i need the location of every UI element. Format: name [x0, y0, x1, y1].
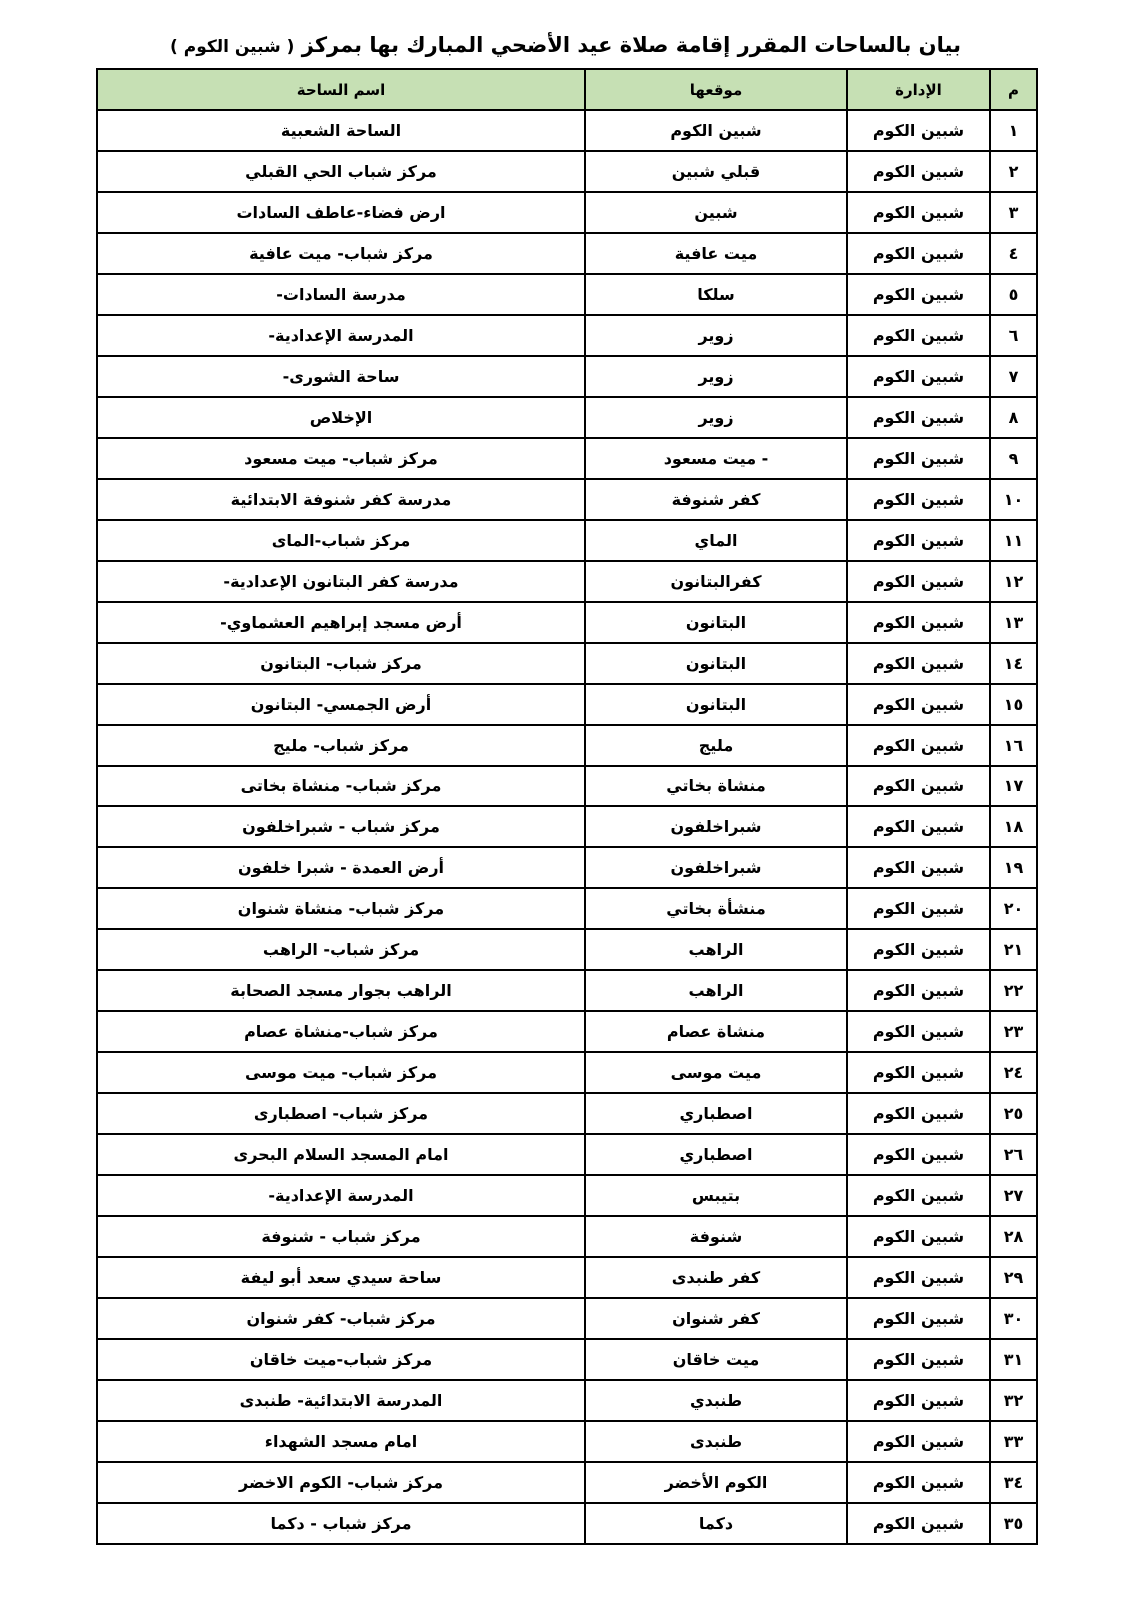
- cell-name: امام المسجد السلام البحرى: [97, 1134, 585, 1175]
- table-row: [97, 806, 1037, 847]
- cell-name: ساحة الشورى-: [97, 356, 585, 397]
- cell-admin: شبين الكوم: [847, 274, 990, 315]
- cell-location: سلكا: [585, 274, 847, 315]
- cell-admin: شبين الكوم: [847, 806, 990, 847]
- cell-num: ٨: [990, 397, 1037, 438]
- cell-admin: شبين الكوم: [847, 561, 990, 602]
- cell-admin: شبين الكوم: [847, 725, 990, 766]
- cell-name: مدرسة السادات-: [97, 274, 585, 315]
- cell-name: المدرسة الابتدائية- طنبدى: [97, 1380, 585, 1421]
- cell-name: مركز شباب-منشاة عصام: [97, 1011, 585, 1052]
- table-row: [97, 725, 1037, 766]
- cell-num: ٢٩: [990, 1257, 1037, 1298]
- cell-name: مركز شباب- ميت موسى: [97, 1052, 585, 1093]
- cell-num: ١٩: [990, 847, 1037, 888]
- cell-location: اصطباري: [585, 1093, 847, 1134]
- cell-location: البتانون: [585, 684, 847, 725]
- cell-admin: شبين الكوم: [847, 929, 990, 970]
- cell-name: مركز شباب- الراهب: [97, 929, 585, 970]
- cell-num: ٢٣: [990, 1011, 1037, 1052]
- table-row: [97, 1380, 1037, 1421]
- cell-location: ميت موسى: [585, 1052, 847, 1093]
- cell-num: ٢: [990, 151, 1037, 192]
- cell-num: ٢١: [990, 929, 1037, 970]
- header-admin: الإدارة: [847, 69, 990, 110]
- cell-num: ٢٨: [990, 1216, 1037, 1257]
- header-name: اسم الساحة: [97, 69, 585, 110]
- cell-admin: شبين الكوم: [847, 397, 990, 438]
- table-row: [97, 397, 1037, 438]
- cell-num: ٣٣: [990, 1421, 1037, 1462]
- cell-num: ٤: [990, 233, 1037, 274]
- cell-admin: شبين الكوم: [847, 1134, 990, 1175]
- cell-location: زوير: [585, 356, 847, 397]
- cell-name: مركز شباب- منشاة بخاتى: [97, 766, 585, 807]
- cell-admin: شبين الكوم: [847, 1175, 990, 1216]
- prayer-grounds-table: [96, 68, 1038, 1545]
- cell-num: ١٢: [990, 561, 1037, 602]
- cell-location: - ميت مسعود: [585, 438, 847, 479]
- cell-admin: شبين الكوم: [847, 888, 990, 929]
- cell-location: الراهب: [585, 929, 847, 970]
- table-row: [97, 561, 1037, 602]
- cell-admin: شبين الكوم: [847, 192, 990, 233]
- table-row: [97, 315, 1037, 356]
- cell-name: مركز شباب-الماى: [97, 520, 585, 561]
- cell-location: شنوفة: [585, 1216, 847, 1257]
- cell-admin: شبين الكوم: [847, 1011, 990, 1052]
- cell-admin: شبين الكوم: [847, 1421, 990, 1462]
- table-row: [97, 1093, 1037, 1134]
- cell-admin: شبين الكوم: [847, 1257, 990, 1298]
- cell-location: شبين الكوم: [585, 110, 847, 151]
- title-main: بيان بالساحات المقرر إقامة صلاة عيد الأضحي المبارك بها بمركز: [301, 33, 961, 57]
- cell-admin: شبين الكوم: [847, 438, 990, 479]
- cell-name: مركز شباب- كفر شنوان: [97, 1298, 585, 1339]
- table-row: [97, 684, 1037, 725]
- table-row: [97, 929, 1037, 970]
- cell-location: كفر شنوفة: [585, 479, 847, 520]
- cell-num: ٩: [990, 438, 1037, 479]
- cell-name: ساحة سيدي سعد أبو ليفة: [97, 1257, 585, 1298]
- table-row: [97, 1011, 1037, 1052]
- cell-name: أرض الجمسي- البتانون: [97, 684, 585, 725]
- title-center: ( شبين الكوم ): [170, 37, 295, 57]
- cell-name: مركز شباب-ميت خاقان: [97, 1339, 585, 1380]
- cell-admin: شبين الكوم: [847, 970, 990, 1011]
- cell-admin: شبين الكوم: [847, 520, 990, 561]
- table-row: [97, 602, 1037, 643]
- cell-admin: شبين الكوم: [847, 151, 990, 192]
- cell-name: الراهب بجوار مسجد الصحابة: [97, 970, 585, 1011]
- table-row: [97, 1257, 1037, 1298]
- cell-name: مدرسة كفر شنوفة الابتدائية: [97, 479, 585, 520]
- cell-num: ١١: [990, 520, 1037, 561]
- cell-location: منشأة بخاتي: [585, 888, 847, 929]
- cell-name: أرض العمدة - شبرا خلفون: [97, 847, 585, 888]
- cell-location: البتانون: [585, 602, 847, 643]
- cell-num: ٢٤: [990, 1052, 1037, 1093]
- cell-location: دكما: [585, 1503, 847, 1544]
- cell-num: ٢٠: [990, 888, 1037, 929]
- cell-name: امام مسجد الشهداء: [97, 1421, 585, 1462]
- table-row: [97, 1052, 1037, 1093]
- header-num: م: [990, 69, 1037, 110]
- cell-admin: شبين الكوم: [847, 766, 990, 807]
- cell-location: كفرالبتانون: [585, 561, 847, 602]
- cell-num: ٣٠: [990, 1298, 1037, 1339]
- document-title: [0, 28, 1131, 62]
- table-row: [97, 274, 1037, 315]
- cell-num: ٣٤: [990, 1462, 1037, 1503]
- cell-num: ٢٥: [990, 1093, 1037, 1134]
- table-row: [97, 1339, 1037, 1380]
- cell-location: طنبدي: [585, 1380, 847, 1421]
- cell-num: ١٧: [990, 766, 1037, 807]
- cell-location: بتيبس: [585, 1175, 847, 1216]
- cell-name: مركز شباب - دكما: [97, 1503, 585, 1544]
- table-body: [97, 110, 1037, 1544]
- cell-num: ٣١: [990, 1339, 1037, 1380]
- cell-num: ١٦: [990, 725, 1037, 766]
- cell-num: ١٠: [990, 479, 1037, 520]
- cell-location: ميت عافية: [585, 233, 847, 274]
- cell-name: أرض مسجد إبراهيم العشماوي-: [97, 602, 585, 643]
- table-row: [97, 356, 1037, 397]
- cell-num: ٣: [990, 192, 1037, 233]
- cell-location: زوير: [585, 397, 847, 438]
- cell-num: ١: [990, 110, 1037, 151]
- cell-admin: شبين الكوم: [847, 315, 990, 356]
- cell-num: ٧: [990, 356, 1037, 397]
- table-row: [97, 110, 1037, 151]
- cell-name: مركز شباب- اصطبارى: [97, 1093, 585, 1134]
- table-row: [97, 888, 1037, 929]
- cell-name: مركز شباب - شنوفة: [97, 1216, 585, 1257]
- cell-location: الماي: [585, 520, 847, 561]
- cell-admin: شبين الكوم: [847, 1503, 990, 1544]
- cell-admin: شبين الكوم: [847, 1298, 990, 1339]
- cell-location: البتانون: [585, 643, 847, 684]
- cell-admin: شبين الكوم: [847, 643, 990, 684]
- table-header-row: [97, 69, 1037, 110]
- cell-location: مليج: [585, 725, 847, 766]
- cell-location: منشاة بخاتي: [585, 766, 847, 807]
- cell-name: مركز شباب الحي القبلي: [97, 151, 585, 192]
- cell-name: الإخلاص: [97, 397, 585, 438]
- table-row: [97, 847, 1037, 888]
- table-row: [97, 233, 1037, 274]
- cell-location: زوير: [585, 315, 847, 356]
- cell-name: ارض فضاء-عاطف السادات: [97, 192, 585, 233]
- table-row: [97, 151, 1037, 192]
- table-row: [97, 192, 1037, 233]
- cell-num: ٥: [990, 274, 1037, 315]
- cell-location: قبلي شبين: [585, 151, 847, 192]
- cell-location: ميت خاقان: [585, 1339, 847, 1380]
- cell-name: مركز شباب- منشاة شنوان: [97, 888, 585, 929]
- cell-admin: شبين الكوم: [847, 1052, 990, 1093]
- cell-location: شبراخلفون: [585, 847, 847, 888]
- cell-admin: شبين الكوم: [847, 233, 990, 274]
- table-row: [97, 1462, 1037, 1503]
- cell-num: ٦: [990, 315, 1037, 356]
- cell-admin: شبين الكوم: [847, 1380, 990, 1421]
- table-row: [97, 766, 1037, 807]
- cell-name: المدرسة الإعدادية-: [97, 315, 585, 356]
- cell-admin: شبين الكوم: [847, 1093, 990, 1134]
- table-row: [97, 1175, 1037, 1216]
- cell-name: المدرسة الإعدادية-: [97, 1175, 585, 1216]
- table-row: [97, 1298, 1037, 1339]
- cell-location: الراهب: [585, 970, 847, 1011]
- cell-num: ١٥: [990, 684, 1037, 725]
- cell-name: مركز شباب - شبراخلفون: [97, 806, 585, 847]
- cell-num: ١٨: [990, 806, 1037, 847]
- cell-admin: شبين الكوم: [847, 602, 990, 643]
- table-row: [97, 1503, 1037, 1544]
- table-row: [97, 1134, 1037, 1175]
- cell-name: مركز شباب- الكوم الاخضر: [97, 1462, 585, 1503]
- table-row: [97, 479, 1037, 520]
- cell-num: ١٤: [990, 643, 1037, 684]
- table-row: [97, 1421, 1037, 1462]
- cell-name: مركز شباب- مليج: [97, 725, 585, 766]
- table-row: [97, 643, 1037, 684]
- cell-location: طنبدى: [585, 1421, 847, 1462]
- table-row: [97, 1216, 1037, 1257]
- cell-admin: شبين الكوم: [847, 1216, 990, 1257]
- table-row: [97, 438, 1037, 479]
- cell-name: مدرسة كفر البتانون الإعدادية-: [97, 561, 585, 602]
- cell-num: ٢٦: [990, 1134, 1037, 1175]
- cell-num: ٣٥: [990, 1503, 1037, 1544]
- cell-num: ١٣: [990, 602, 1037, 643]
- cell-location: شبراخلفون: [585, 806, 847, 847]
- table-row: [97, 970, 1037, 1011]
- cell-name: مركز شباب- ميت عافية: [97, 233, 585, 274]
- cell-admin: شبين الكوم: [847, 356, 990, 397]
- cell-name: الساحة الشعبية: [97, 110, 585, 151]
- table-row: [97, 520, 1037, 561]
- cell-name: مركز شباب- ميت مسعود: [97, 438, 585, 479]
- cell-location: كفر شنوان: [585, 1298, 847, 1339]
- cell-admin: شبين الكوم: [847, 684, 990, 725]
- cell-location: منشاة عصام: [585, 1011, 847, 1052]
- cell-admin: شبين الكوم: [847, 1462, 990, 1503]
- cell-num: ٢٧: [990, 1175, 1037, 1216]
- cell-num: ٣٢: [990, 1380, 1037, 1421]
- cell-admin: شبين الكوم: [847, 110, 990, 151]
- cell-admin: شبين الكوم: [847, 479, 990, 520]
- cell-location: اصطباري: [585, 1134, 847, 1175]
- cell-admin: شبين الكوم: [847, 1339, 990, 1380]
- cell-num: ٢٢: [990, 970, 1037, 1011]
- cell-location: شبين: [585, 192, 847, 233]
- header-location: موقعها: [585, 69, 847, 110]
- cell-location: كفر طنبدى: [585, 1257, 847, 1298]
- cell-admin: شبين الكوم: [847, 847, 990, 888]
- cell-location: الكوم الأخضر: [585, 1462, 847, 1503]
- cell-name: مركز شباب- البتانون: [97, 643, 585, 684]
